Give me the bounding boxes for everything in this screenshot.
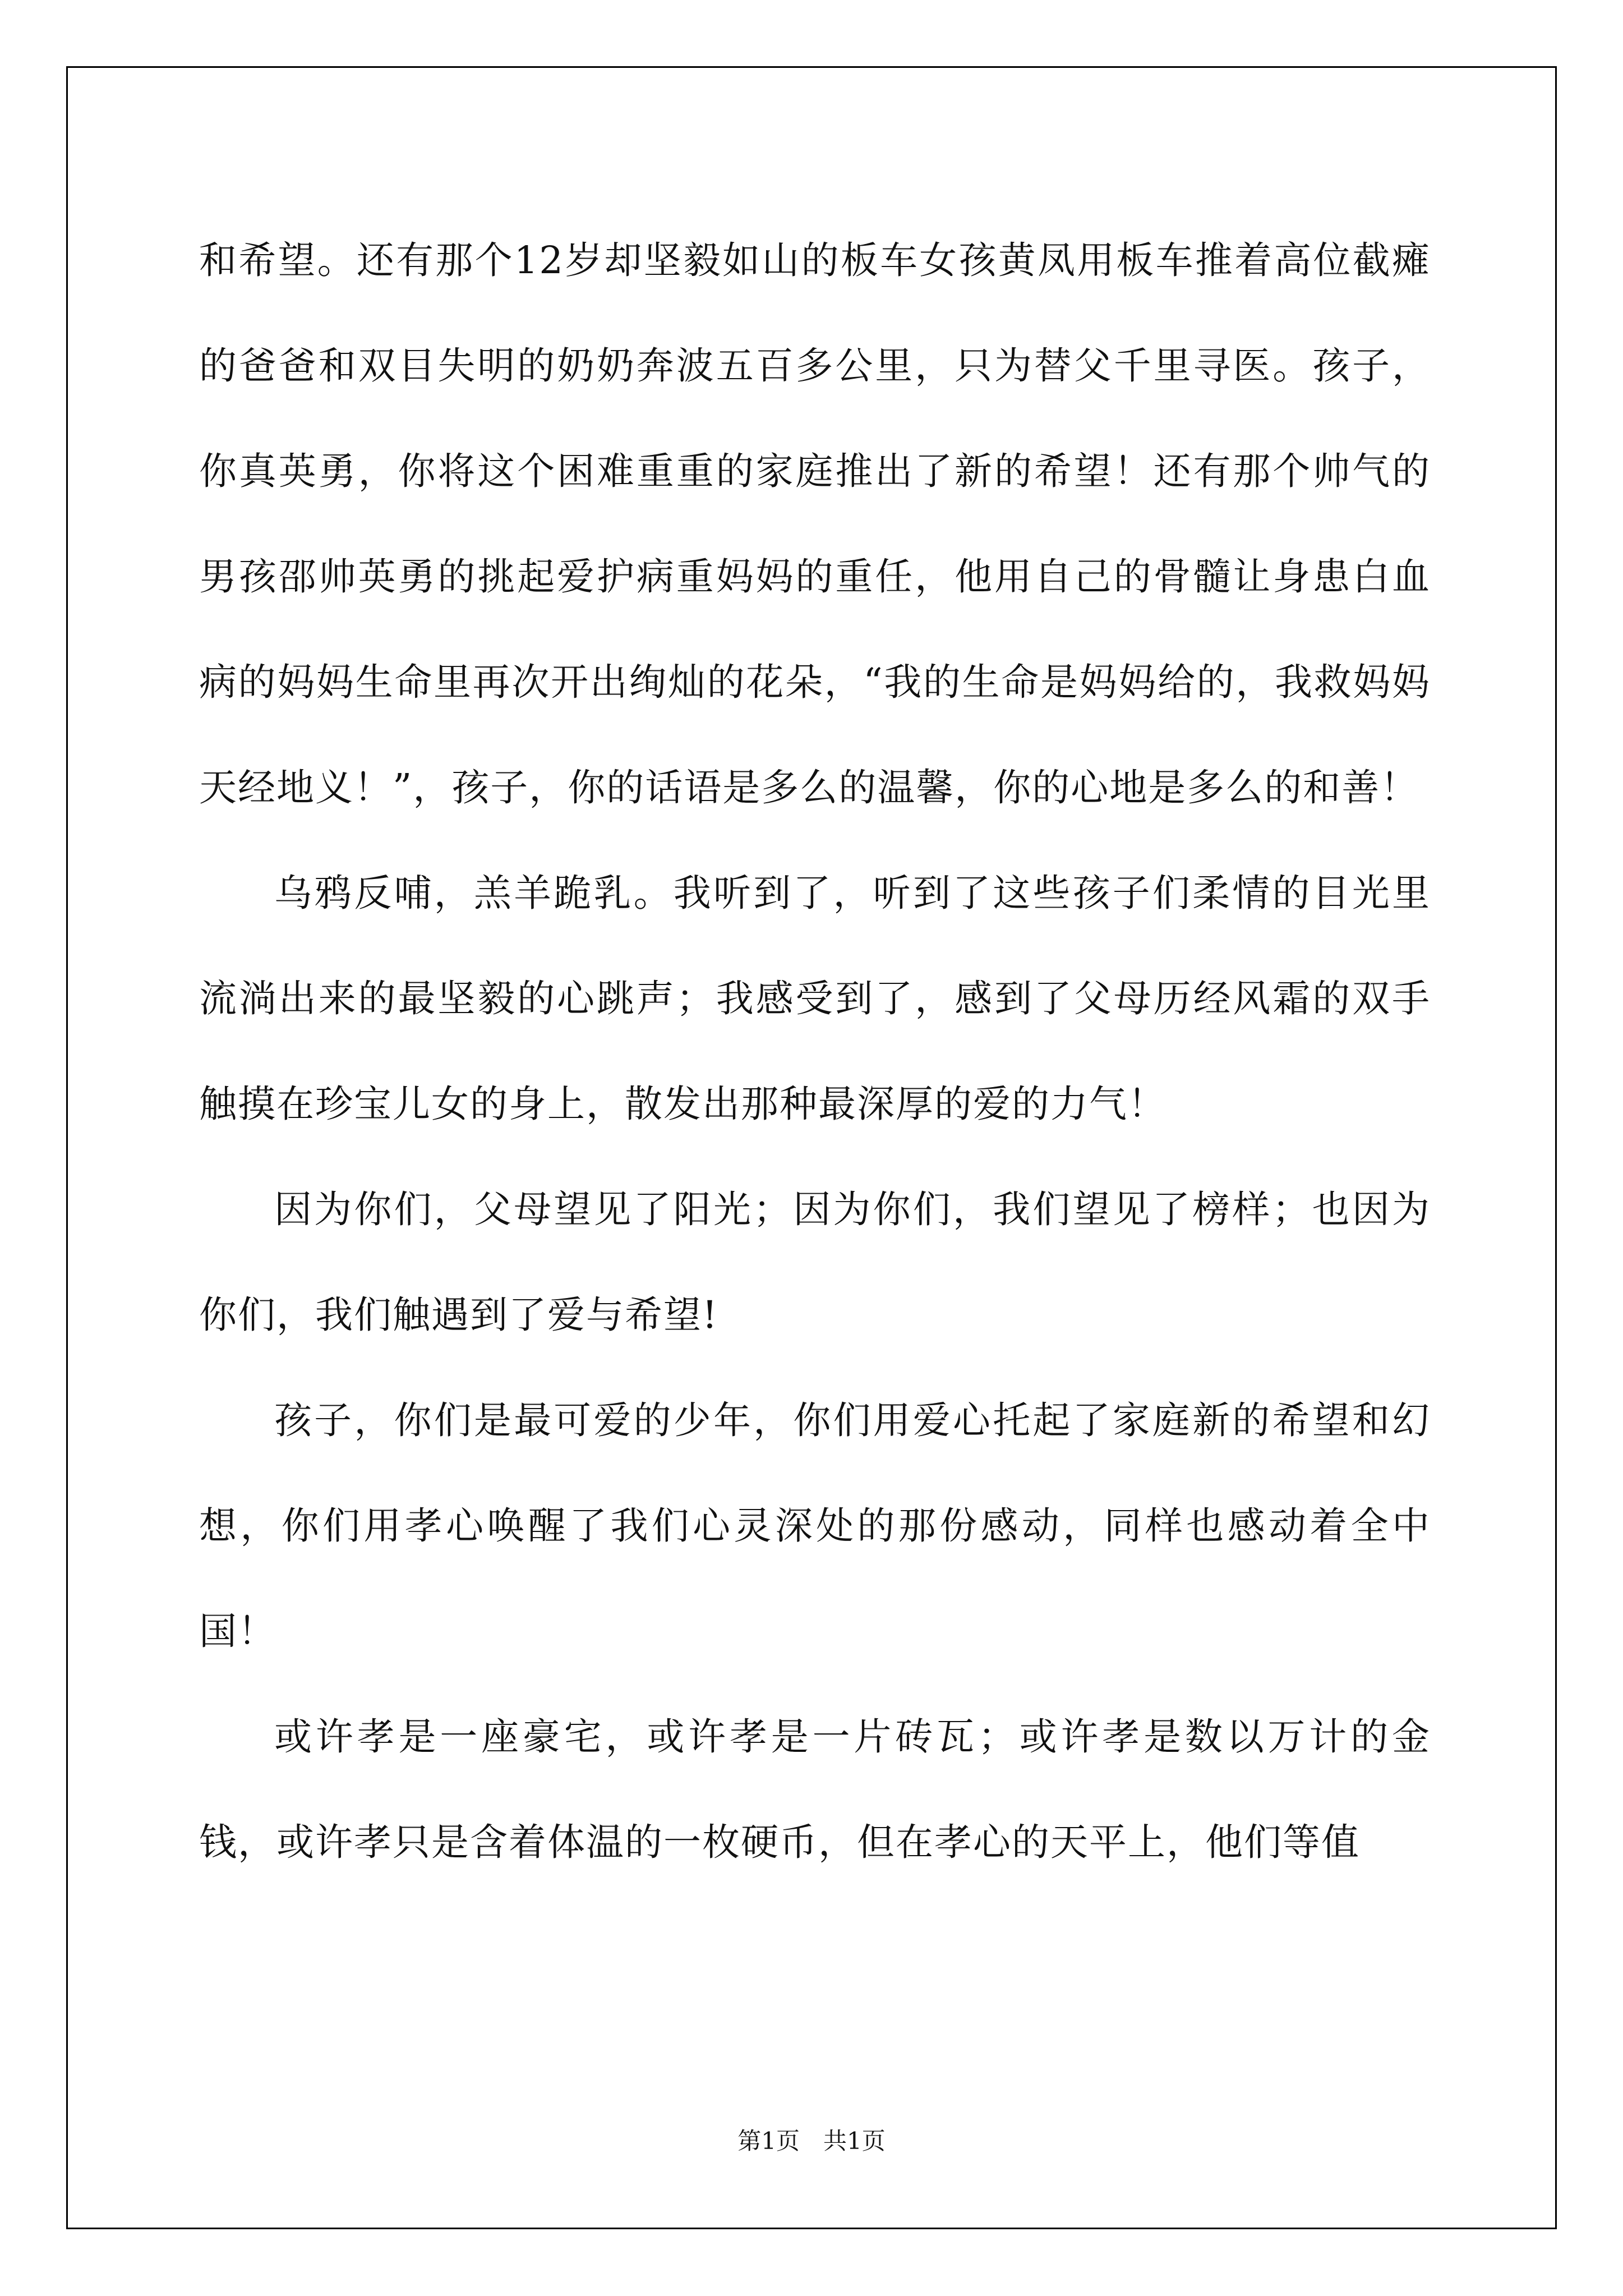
paragraph: 因为你们，父母望见了阳光；因为你们，我们望见了榜样；也因为你们，我们触遇到了爱与希望!	[199, 1188, 1431, 1337]
paragraph: 乌鸦反哺，羔羊跪乳。我听到了，听到了这些孩子们柔情的目光里流淌出来的最坚毅的心跳声；我感受到了，感到了父母历经风霜的双手触摸在珍宝儿女的身上，散发出那种最深厚的爱的力气！	[199, 871, 1431, 1126]
page-footer	[0, 2124, 1623, 2158]
paragraph: 孩子，你们是最可爱的少年，你们用爱心托起了家庭新的希望和幻想，你们用孝心唤醒了我们心灵深处的那份感动，同样也感动着全中国！	[199, 1398, 1431, 1653]
page-total: 共1页	[823, 2127, 886, 2155]
paragraph-continuation: 和希望。还有那个12岁却坚毅如山的板车女孩黄凤用板车推着高位截瘫的爸爸和双目失明的奶奶奔波五百多公里，只为替父千里寻医。孩子，你真英勇，你将这个困难重重的家庭推出了新的希望！还有那个帅气的男孩邵帅英勇的挑起爱护病重妈妈的重任，他用自己的骨髓让身患白血病的妈妈生命里再次开出绚灿的花朵，“我的生命是妈妈给的，我救妈妈天经地义！”，孩子，你的话语是多么的温馨，你的心地是多么的和善！	[199, 238, 1431, 809]
paragraph: 或许孝是一座豪宅，或许孝是一片砖瓦；或许孝是数以万计的金钱，或许孝只是含着体温的一枚硬币，但在孝心的天平上，他们等值	[199, 1715, 1431, 1864]
document-body	[199, 208, 1431, 1895]
page-number: 第1页	[737, 2127, 800, 2155]
